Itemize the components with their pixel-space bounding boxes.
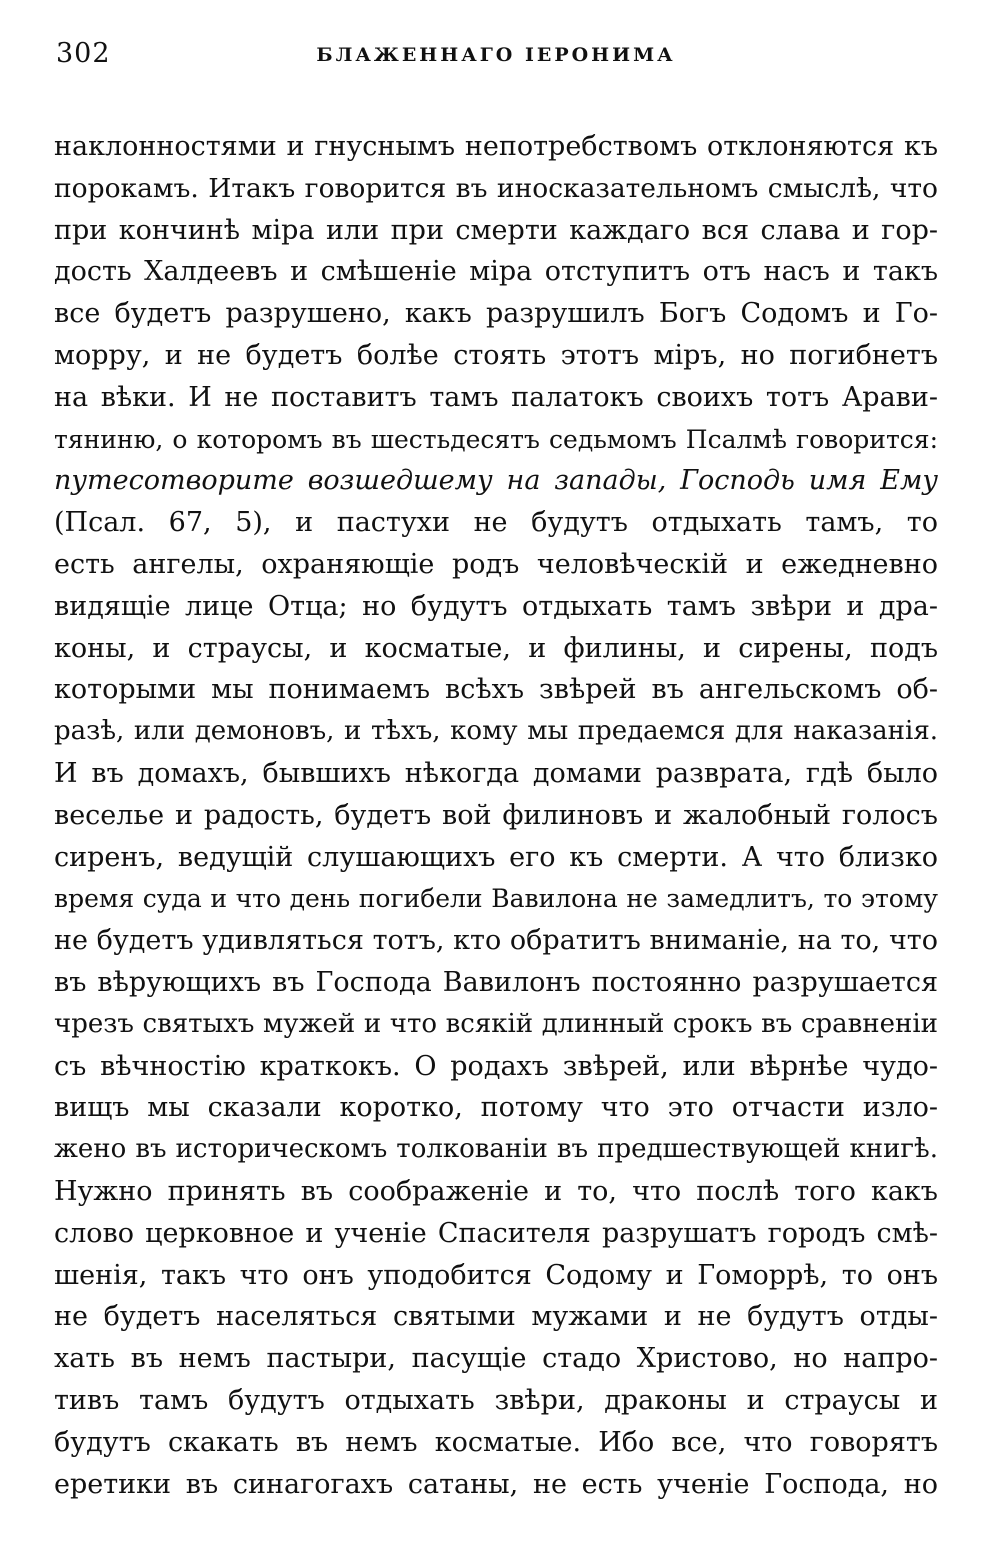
text-line-22: чрезъ святыхъ мужей и что всякій длинный срокъ въ сравненіи [54,1008,938,1039]
text-line-26: Нужно принять въ соображеніе и то, что послѣ того какъ [54,1175,938,1207]
text-line-4: дость Халдеевъ и смѣшеніе міра отступитъ отъ насъ и такъ [54,256,938,288]
text-line-19: время суда и что день погибели Вавилона не замедлитъ, то этому [54,884,938,914]
text-line-28: шенія, такъ что онъ уподобится Содому и Гоморрѣ, то онъ [54,1259,938,1291]
text-line-32: будутъ скакать въ немъ косматые. Ибо все, что говорятъ [54,1426,938,1458]
text-line-17: веселье и радость, будетъ вой филиновъ и жалобный голосъ [54,799,938,831]
text-line-18: сиренъ, ведущій слушающихъ его къ смерти. А что близко [54,841,938,873]
text-line-9-italic-quote: путесотворите возшедшему на запады, Господь имя Ему [54,465,938,497]
text-line-13: коны, и страусы, и косматые, и филины, и сирены, подъ [54,632,938,664]
text-line-25: жено въ историческомъ толкованіи въ предшествующей книгѣ. [54,1134,938,1165]
text-line-2: порокамъ. Итакъ говорится въ иносказательномъ смыслѣ, что [54,172,938,204]
text-line-5: все будетъ разрушено, какъ разрушилъ Богъ Содомъ и Го- [54,298,938,330]
text-line-10: (Псал. 67, 5), и пастухи не будутъ отдыхать тамъ, то [54,507,938,539]
body-text [54,126,938,1505]
text-line-31: тивъ тамъ будутъ отдыхать звѣри, драконы и страусы и [54,1384,938,1416]
text-line-11: есть ангелы, охраняющіе родъ человѣческій и ежедневно [54,548,938,580]
text-line-24: вищъ мы сказали коротко, потому что это отчасти изло- [54,1092,938,1124]
running-head [54,38,938,86]
text-line-1: наклонностями и гнуснымъ непотребствомъ отклоняются къ [54,131,938,162]
running-title: БЛАЖЕННАГО ІЕРОНИМА [316,44,676,66]
text-line-27: слово церковное и ученіе Спасителя разрушатъ городъ смѣ- [54,1217,938,1249]
text-line-33: еретики въ синагогахъ сатаны, не есть ученіе Господа, но [54,1468,938,1500]
text-line-12: видящіе лице Отца; но будутъ отдыхать тамъ звѣри и дра- [54,590,938,622]
text-line-29: не будетъ населяться святыми мужами и не будутъ отды- [54,1301,938,1333]
text-line-15: разѣ, или демоновъ, и тѣхъ, кому мы предаемся для наказанія. [54,716,938,747]
text-line-30: хать въ немъ пастыри, пасущіе стадо Христово, но напро- [54,1343,938,1375]
text-line-8: тяниню, о которомъ въ шестьдесятъ седьмомъ Псалмѣ говорится: [54,424,938,454]
book-page [54,38,938,1505]
page-number: 302 [56,38,111,69]
text-line-21: въ вѣрующихъ въ Господа Вавилонъ постоянно разрушается [54,966,938,998]
text-line-20: не будетъ удивляться тотъ, кто обратитъ вниманіе, на то, что [54,925,938,957]
text-line-7: на вѣки. И не поставитъ тамъ палатокъ своихъ тотъ Арави- [54,381,938,413]
text-line-14: которыми мы понимаемъ всѣхъ звѣрей въ ангельскомъ об- [54,674,938,706]
text-line-23: съ вѣчностію краткокъ. О родахъ звѣрей, или вѣрнѣе чудо- [54,1050,938,1082]
text-line-3: при кончинѣ міра или при смерти каждаго вся слава и гор- [54,214,938,246]
text-line-16: И въ домахъ, бывшихъ нѣкогда домами разврата, гдѣ было [54,757,938,789]
text-line-6: морру, и не будетъ болѣе стоять этотъ міръ, но погибнетъ [54,339,938,371]
